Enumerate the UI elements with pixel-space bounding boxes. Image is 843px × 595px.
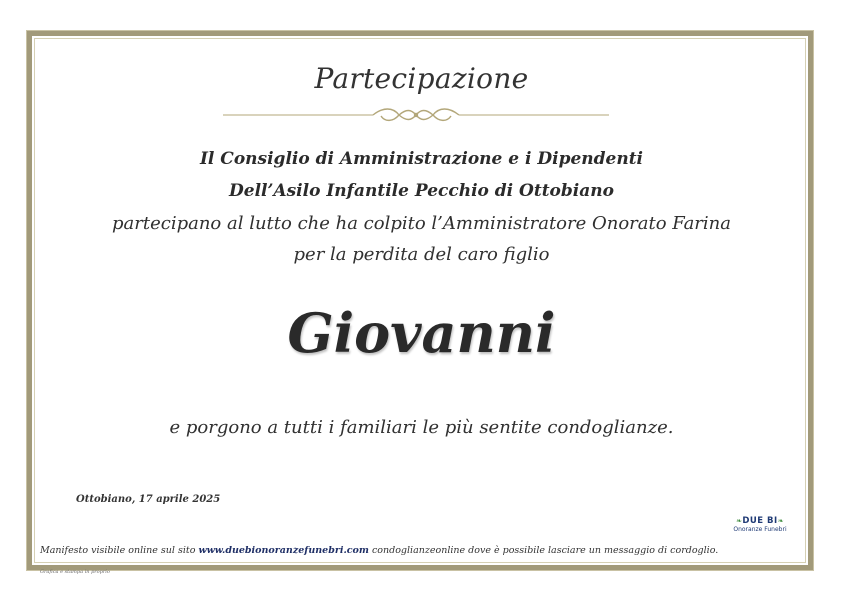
condolence-sender-line-1: Il Consiglio di Amministrazione e i Dipendenti — [199, 149, 644, 169]
funeral-home-logo — [730, 516, 790, 544]
logo-brand — [730, 516, 790, 526]
footer-note — [40, 545, 718, 556]
footer-suffix: condoglianzeonline dove è possibile lasciare un messaggio di cordoglio. — [368, 545, 719, 556]
leaf-icon: ❧ — [777, 517, 785, 525]
deceased-name: Giovanni — [287, 301, 556, 365]
logo-brand-text: DUE BI — [742, 516, 778, 526]
leaf-icon: ❧ — [735, 517, 743, 525]
footer-prefix: Manifesto visibile online sul sito — [40, 545, 199, 556]
condolence-text-line-2: per la perdita del caro figlio — [293, 244, 550, 265]
notice-title: Partecipazione — [314, 62, 529, 95]
condolence-closing-line: e porgono a tutti i familiari le più sentite condoglianze. — [169, 417, 674, 438]
condolence-sender-line-2: Dell’Asilo Infantile Pecchio di Ottobiano — [229, 181, 614, 201]
condolence-text-line-1: partecipano al lutto che ha colpito l’Amministratore Onorato Farina — [112, 213, 731, 234]
print-credit: Grafica e stampa in proprio — [40, 569, 110, 575]
website-link[interactable]: www.duebionoranzefunebri.com — [198, 545, 369, 556]
logo-subtitle: Onoranze Funebri — [733, 526, 787, 533]
ornament-divider-icon — [223, 104, 609, 126]
place-date: Ottobiano, 17 aprile 2025 — [76, 494, 221, 505]
